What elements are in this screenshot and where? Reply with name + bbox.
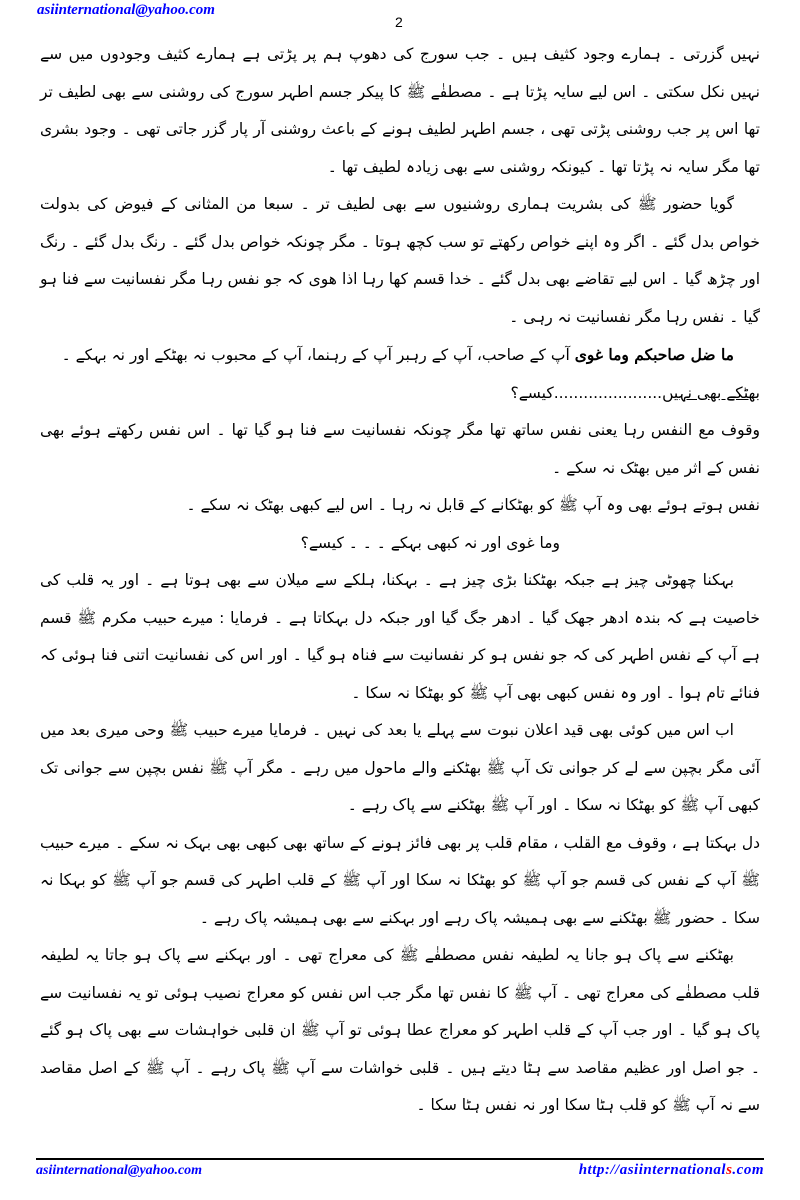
paragraph-8: بہکنا چھوٹی چیز ہے جبکہ بھٹکنا بڑی چیز ہے ۔ بہکنا، ہلکے سے میلان سے بھی ہوتا ہے ۔ اور یہ قلب کی خاصیت ہے کہ بندہ ادھر جھک گیا ۔ ادھر جگ گیا اور جبکہ دل بہکاتا ہے ۔ فرمایا : میرے حبیب مکرم ﷺ قسم ہے آپ کے نفس اطہر کی کہ جو نفس ہو کر نفسانیت سے فناہ ہو گیا ۔ اور اس کی نفسانیت اتنی فنا ہوئی کہ فنائے تام ہوا ۔ اور وہ نفس کبھی بھی آپ ﷺ کو بھٹکا نہ سکا ۔ xyxy=(40,571,760,702)
document-body xyxy=(40,36,760,1125)
footer-url-prefix: http://asiinternational xyxy=(578,1162,727,1178)
paragraph-11: بھٹکنے سے پاک ہو جانا یہ لطیفہ نفس مصطفٰے ﷺ کی معراج تھی ۔ اور بہکنے سے پاک ہو جاتا یہ لطیفہ قلب مصطفٰے کی معراج تھی ۔ آپ ﷺ کا نفس تھا مگر جب اس نفس کو معراج نصیب ہوئی تو یہ نفسانیت سے پاک ہو گیا ۔ اور جب آپ کے قلب اطہر کو معراج عطا ہوئی تو آپ ﷺ ان قلبی خواہشات سے بھی پاک ہو گئے ۔ جو اصل اور عظیم مقاصد سے ہٹا دیتے ہیں ۔ قلبی خواشات سے آپ ﷺ پاک رہے ۔ آپ ﷺ کے اصل مقاصد سے نہ آپ ﷺ کو قلب ہٹا سکا اور نہ نفس ہٹا سکا ۔ xyxy=(40,946,760,1114)
header-email[interactable]: asiinternational@yahoo.com xyxy=(37,2,215,18)
dotted-leader: ...................... xyxy=(553,383,663,402)
verse-translation: آپ کے صاحب، آپ کے رہبر آپ کے رہنما، آپ کے محبوب نہ بھٹکے اور نہ بہکے ۔ xyxy=(61,346,570,364)
paragraph-10: دل بہکتا ہے ، وقوف مع القلب ، مقام قلب پر بھی فائز ہونے کے ساتھ بھی کبھی بھی بہک نہ سکے ۔ میرے حبیب ﷺ آپ کے نفس کی قسم جو آپ ﷺ کو بھٹکا نہ سکا اور آپ ﷺ کے قلب اطہر کی قسم جو آپ ﷺ کو بہکا نہ سکا ۔ حضور ﷺ بھٹکنے سے بھی ہمیشہ پاک رہے اور بہکنے سے بھی ہمیشہ پاک رہے ۔ xyxy=(40,833,760,927)
paragraph-5: وقوف مع النفس رہا یعنی نفس ساتھ تھا مگر چونکہ نفسانیت سے فنا ہو گیا تھا ۔ اس نفس رکھتے ہوئے بھی نفس کے اثر میں بھٹک نہ سکے ۔ xyxy=(40,421,760,477)
page-number: 2 xyxy=(395,14,403,30)
quranic-verse: ما ضل صاحبکم وما غوی xyxy=(574,345,734,364)
question-heading: کیسے؟ xyxy=(510,383,554,402)
paragraph-1: نہیں گزرتی ۔ ہمارے وجود کثیف ہیں ۔ جب سورج کی دھوپ ہم پر پڑتی ہے ہمارے کثیف وجودوں میں سے نہیں نکل سکتی ۔ اس لیے سایہ پڑتا ہے ۔ مصطفٰے ﷺ کا پیکر جسم اطہر سورج کی روشنی سے بھی لطیف تر تھا اس پر جب روشنی پڑتی تھی ، جسم اطہر لطیف ہونے کے باعث روشنی آر پار گزر جاتی تھی ۔ وجود بشری تھا مگر سایہ نہ پڑتا تھا ۔ کیونکہ روشنی سے بھی زیادہ لطیف تھا ۔ xyxy=(40,45,760,176)
paragraph-9: اب اس میں کوئی بھی قید اعلان نبوت سے پہلے یا بعد کی نہیں ۔ فرمایا میرے حبیب ﷺ وحی میری بعد میں آئی مگر بچپن سے لے کر جوانی تک آپ ﷺ بھٹکنے والے ماحول میں رہے ۔ مگر آپ ﷺ نفس بچپن سے جوانی تک کبھی آپ ﷺ کو بھٹکا نہ سکا ۔ اور آپ ﷺ بھٹکنے سے پاک رہے ۔ xyxy=(40,721,760,814)
footer-email[interactable]: asiinternational@yahoo.com xyxy=(36,1163,203,1178)
paragraph-4 xyxy=(40,375,760,413)
underlined-heading: بھٹکے بھی نہیں xyxy=(662,383,760,402)
footer-url-suffix: .com xyxy=(732,1162,764,1178)
footer-url[interactable] xyxy=(579,1162,764,1179)
paragraph-3 xyxy=(40,336,760,375)
paragraph-7: وما غوی اور نہ کبھی بہکے ۔ ۔ ۔ کیسے؟ xyxy=(300,533,560,552)
footer-rule xyxy=(36,1158,764,1160)
footer-url-accent: s xyxy=(726,1162,733,1178)
paragraph-6: نفس ہوتے ہوئے بھی وہ آپ ﷺ کو بھٹکانے کے قابل نہ رہا ۔ اس لیے کبھی بھٹک نہ سکے ۔ xyxy=(186,496,760,514)
paragraph-2: گویا حضور ﷺ کی بشریت ہماری روشنیوں سے بھی لطیف تر ۔ سبعا من المثانی کے فیوض کی بدولت خواص بدل گئے ۔ اگر وہ اپنے خواص رکھتے تو سب کچھ ہوتا ۔ مگر چونکہ خواص بدل گئے ۔ رنگ بدل گئے ۔ رنگ اور چڑھ گیا ۔ اس لیے تقاضے بھی بدل گئے ۔ خدا قسم کھا رہا اذا ھوی کہ جو نفس رہا مگر نفسانیت سے فنا ہو گیا ۔ نفس رہا مگر نفسانیت نہ رہی ۔ xyxy=(40,195,760,326)
